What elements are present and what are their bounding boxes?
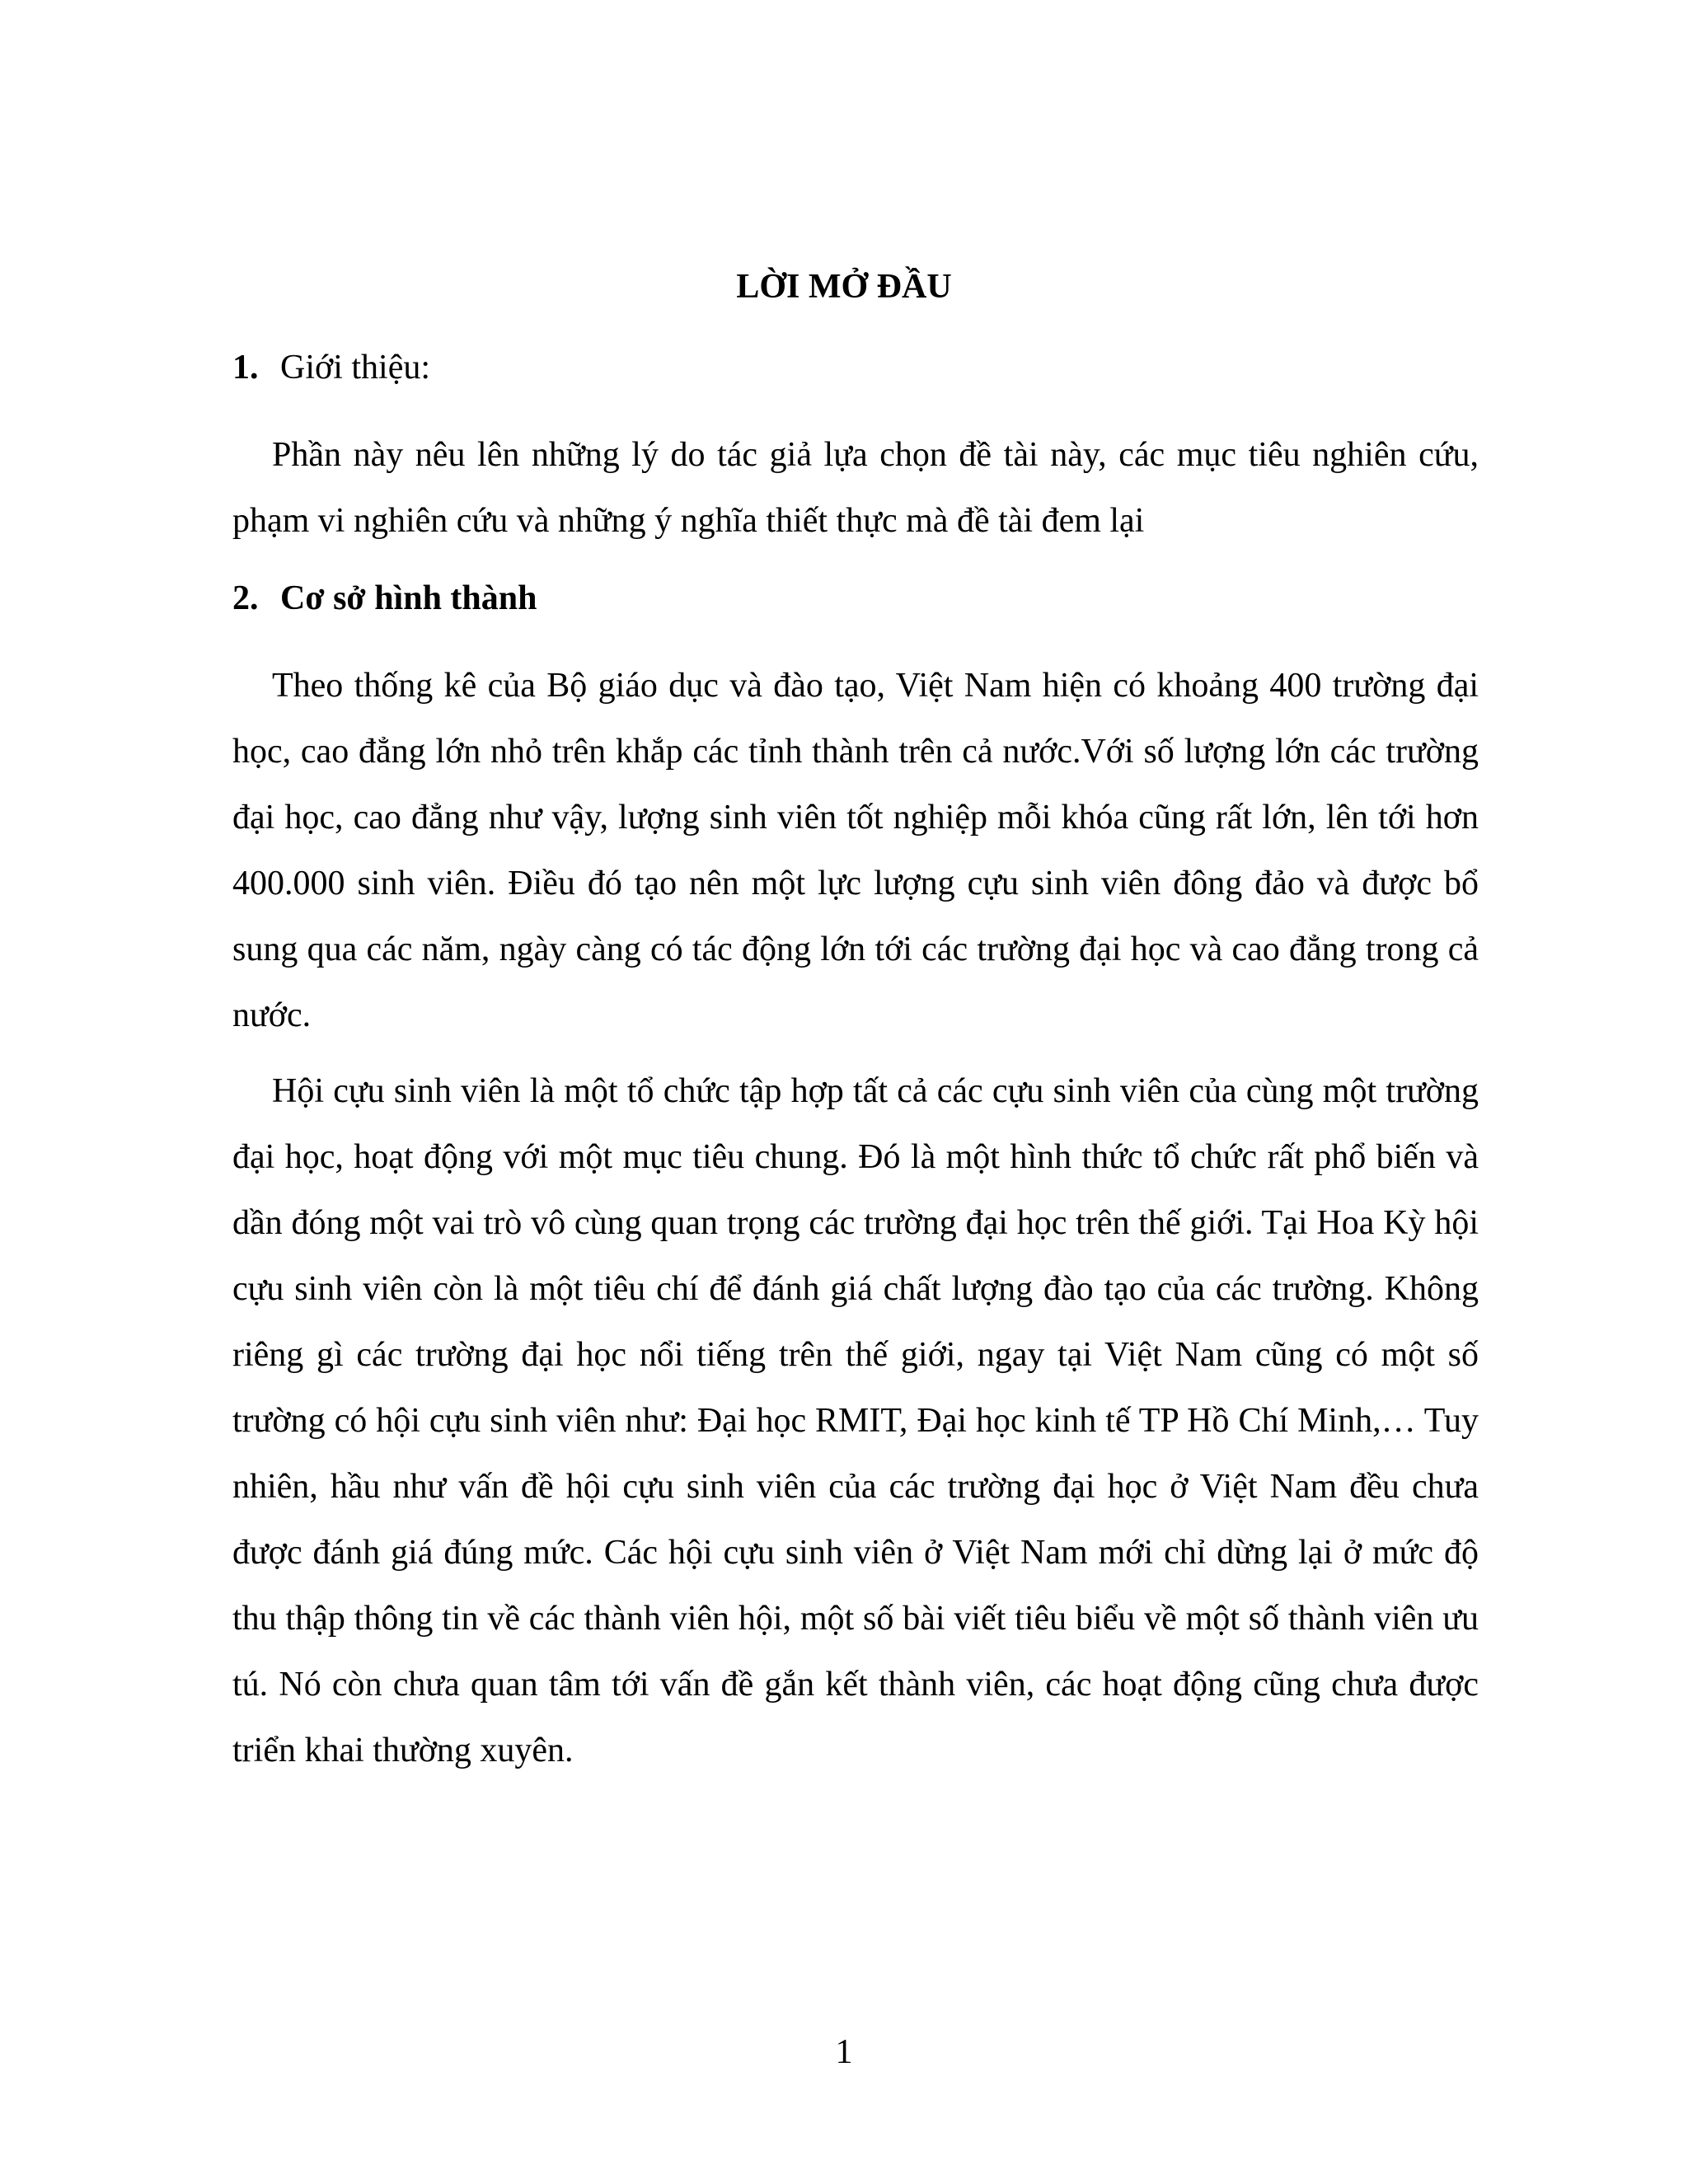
page-number: 1	[835, 2033, 853, 2071]
paragraph-introduction: Phần này nêu lên những lý do tác giả lựa chọn đề tài này, các mục tiêu nghiên cứu, phạm vi nghiên cứu và những ý nghĩa thiết thực mà đề tài đem lại	[232, 436, 1479, 540]
document-title: LỜI MỞ ĐẦU	[736, 268, 952, 306]
paragraph-statistics: Theo thống kê của Bộ giáo dục và đào tạo, Việt Nam hiện có khoảng 400 trường đại học, cao đẳng lớn nhỏ trên khắp các tỉnh thành trên cả nước.Với số lượng lớn các trường đại học, cao đẳng như vậy, lượng sinh viên tốt nghiệp mỗi khóa cũng rất lớn, lên tới hơn 400.000 sinh viên. Điều đó tạo nên một lực lượng cựu sinh viên đông đảo và được bổ sung qua các năm, ngày càng có tác động lớn tới các trường đại học và cao đẳng trong cả nước.	[232, 667, 1479, 1034]
section-number: 2.	[232, 579, 259, 617]
section-number: 1.	[232, 349, 259, 387]
paragraph-alumni-association: Hội cựu sinh viên là một tổ chức tập hợp tất cả các cựu sinh viên của cùng một trường đại học, hoạt động với một mục tiêu chung. Đó là một hình thức tổ chức rất phổ biến và dần đóng một vai trò vô cùng quan trọng các trường đại học trên thế giới. Tại Hoa Kỳ hội cựu sinh viên còn là một tiêu chí để đánh giá chất lượng đào tạo của các trường. Không riêng gì các trường đại học nổi tiếng trên thế giới, ngay tại Việt Nam cũng có một số trường có hội cựu sinh viên như: Đại học RMIT, Đại học kinh tế TP Hồ Chí Minh,… Tuy nhiên, hầu như vấn đề hội cựu sinh viên của các trường đại học ở Việt Nam đều chưa được đánh giá đúng mức. Các hội cựu sinh viên ở Việt Nam mới chỉ dừng lại ở mức độ thu thập thông tin về các thành viên hội, một số bài viết tiêu biểu về một số thành viên ưu tú. Nó còn chưa quan tâm tới vấn đề gắn kết thành viên, các hoạt động cũng chưa được triển khai thường xuyên.	[232, 1072, 1479, 1769]
section-heading-text: Cơ sở hình thành	[280, 579, 537, 617]
section-heading-text: Giới thiệu:	[280, 349, 431, 387]
section-heading-foundation	[232, 574, 537, 623]
section-heading-introduction	[232, 343, 430, 392]
